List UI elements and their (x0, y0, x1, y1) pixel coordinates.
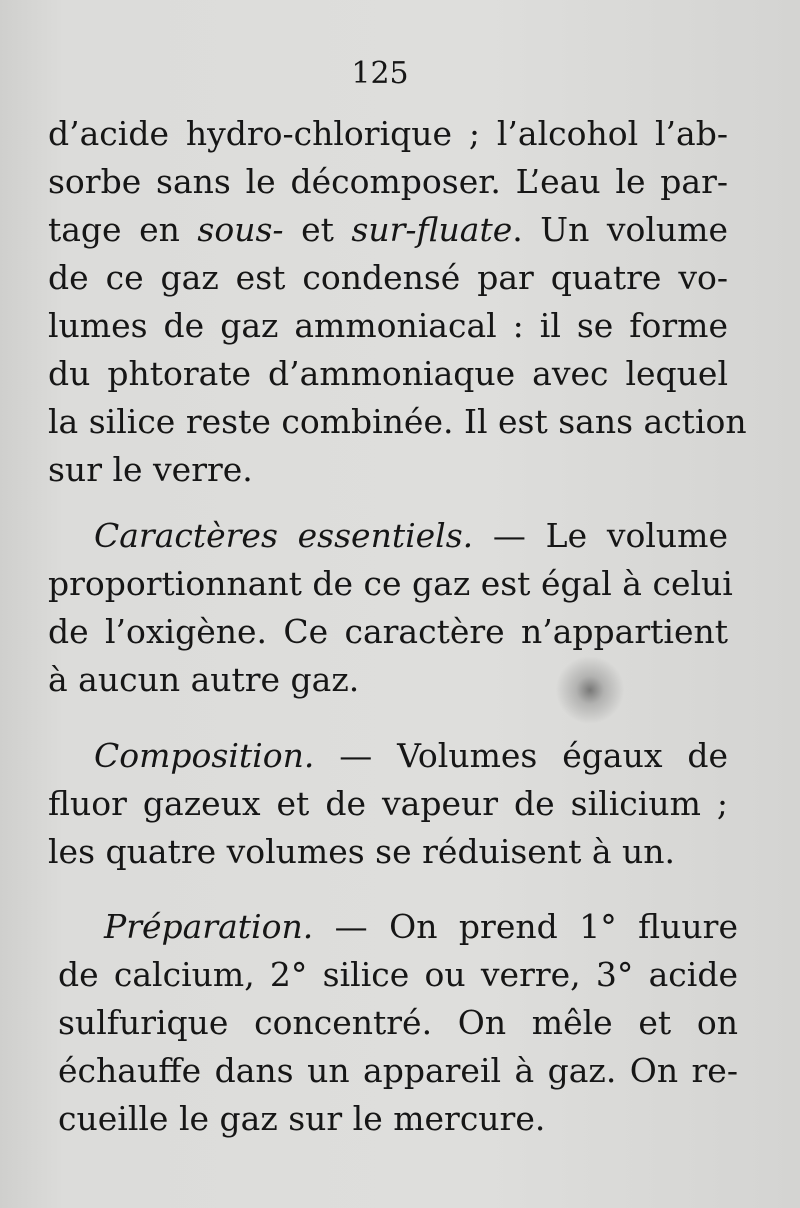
text-line: de ce gaz est condensé par quatre vo- (48, 258, 728, 297)
text-line: de l’oxigène. Ce caractère n’appartient (48, 612, 728, 651)
text-line (48, 206, 728, 254)
section-heading: Caractères essentiels. (94, 516, 474, 555)
paragraph-composition (48, 732, 728, 876)
section-heading: Préparation. (104, 907, 314, 946)
section-heading: Composition. (94, 736, 315, 775)
text-span: . Un volume (512, 210, 728, 249)
text-line: à aucun autre gaz. (48, 660, 360, 699)
text-line: cueille le gaz sur le mercure. (58, 1099, 546, 1138)
text-span: — Le volume (473, 516, 728, 555)
text-span: — On prend 1° fluure (313, 907, 738, 946)
text-line: les quatre volumes se réduisent à un. (48, 832, 675, 871)
text-line: sulfurique concentré. On mêle et on (58, 1003, 738, 1042)
text-line: de calcium, 2° silice ou verre, 3° acide (58, 955, 738, 994)
text-line: d’acide hydro-chlorique ; l’alcohol l’ab- (48, 114, 728, 153)
page-number: 125 (351, 56, 409, 91)
text-line: sorbe sans le décomposer. L’eau le par- (48, 162, 728, 201)
text-line: sur le verre. (48, 450, 253, 489)
text-span: — Volumes égaux de (314, 736, 728, 775)
text-line (48, 732, 728, 780)
paragraph-preparation (58, 903, 738, 1143)
text-span: tage en (48, 210, 198, 249)
text-line (48, 512, 728, 560)
text-line: la silice reste combinée. Il est sans action (48, 402, 747, 441)
text-line: lumes de gaz ammoniacal : il se forme (48, 306, 728, 345)
italic-term-sur-fluate: sur-fluate (351, 210, 513, 249)
text-line (58, 903, 738, 951)
paragraph-1 (48, 110, 747, 494)
paragraph-caracteres (48, 512, 733, 704)
text-line: fluor gazeux et de vapeur de silicium ; (48, 784, 728, 823)
text-span: et (283, 210, 352, 249)
text-line: échauffe dans un appareil à gaz. On re- (58, 1051, 738, 1090)
text-line: du phtorate d’ammoniaque avec lequel (48, 354, 728, 393)
text-line: proportionnant de ce gaz est égal à celui (48, 564, 733, 603)
italic-term-sous: sous- (197, 210, 284, 249)
